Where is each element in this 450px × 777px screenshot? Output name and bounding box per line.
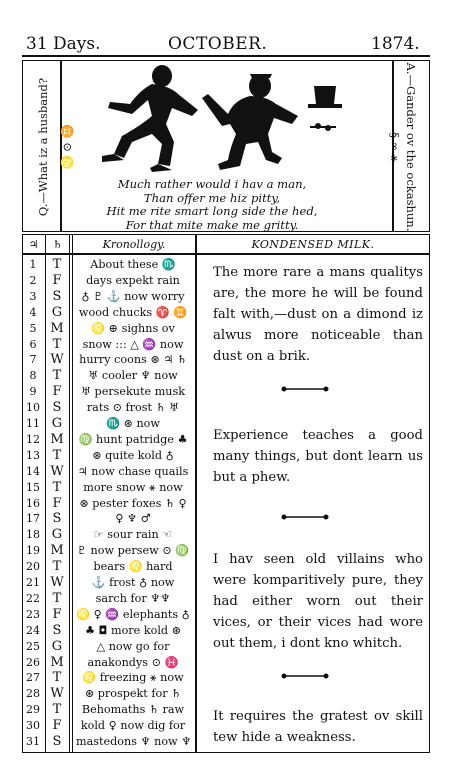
col-divider-3 (72, 234, 73, 753)
day-number: 14 (26, 464, 40, 478)
kronollogy-entry: mastedons ♆ now ♆ (76, 735, 192, 748)
day-letter: F (52, 495, 62, 511)
day-number: 6 (29, 337, 37, 351)
day-number: 9 (29, 385, 37, 399)
day-number: 5 (29, 321, 37, 335)
day-number: 20 (26, 560, 40, 574)
poem-line-2: Than offer me hiz pitty, (143, 190, 281, 205)
kronollogy-entry: snow ::: △ ♒ now (82, 337, 184, 351)
kronollogy-entry: ⊛ prospekt for ♄ (84, 687, 182, 701)
separator-ornament-3 (280, 670, 330, 682)
kronollogy-entry: ⊛ quite kold ♁ (92, 448, 174, 462)
kronollogy-entry: ⚓ frost ♁ now (91, 576, 175, 589)
day-letter: W (50, 352, 64, 368)
day-letter: T (52, 257, 62, 272)
day-letter: T (52, 447, 62, 463)
day-letter: F (52, 272, 62, 288)
essay-1: The more rare a mans qualitys are, the more he will be found falt with,—dust on a dimond iz alwus more noticeable than dust on a brik. (213, 265, 423, 364)
col-head-2: ♄ (52, 238, 63, 251)
day-number: 31 (26, 735, 40, 748)
day-number: 26 (26, 655, 40, 669)
silhouette-illustration (100, 64, 350, 172)
kronollogy-entry: rats ⊙ frost ♄ ♅ (86, 401, 180, 415)
day-number: 13 (26, 448, 40, 462)
day-letter: G (51, 638, 63, 654)
kronollogy-entry: Behomaths ♄ raw (81, 703, 185, 717)
day-letter: S (52, 622, 62, 638)
kronollogy-entry: ♌ freezing ⚹ now (82, 671, 184, 685)
day-letter: M (50, 431, 64, 447)
days-count: 31 Days. (26, 34, 101, 54)
kronollogy-entry: ♇ now persew ⊙ ♍ (76, 544, 190, 558)
separator-ornament-1 (280, 383, 330, 395)
day-number: 19 (26, 544, 40, 558)
day-letter: W (50, 575, 64, 590)
kronollogy-entry: more snow ⚹ now (83, 480, 183, 494)
day-letter: T (52, 559, 62, 575)
col-divider-1 (45, 234, 46, 753)
day-number: 7 (29, 353, 37, 367)
kronollogy-entry: ♣ ◘ more kold ⊛ (84, 623, 182, 637)
kronollogy-entry: hurry coons ⊛ ♃ ♄ (79, 353, 187, 367)
kronollogy-entry: ☞ sour rain ☜ (93, 528, 173, 542)
col-head-kondensed-milk: KONDENSED MILK. (251, 238, 375, 251)
poem-line-4: For that mite make me gritty. (125, 217, 299, 232)
kronollogy-entry: △ now go for (96, 639, 170, 653)
kronollogy-entry: ♍ hunt patridge ♣ (78, 432, 188, 446)
side-question: Q.—What iz a husband? (36, 77, 50, 217)
kronollogy-entry: ♁ ♇ ⚓ now worry (81, 289, 185, 303)
day-number: 23 (26, 607, 40, 621)
day-letter: T (52, 702, 62, 718)
day-number: 1 (29, 258, 37, 271)
separator-ornament-2 (280, 511, 330, 523)
col-divider-2 (69, 234, 70, 753)
kronollogy-entry: ♌ ⊕ sighns ov (91, 321, 175, 335)
column-header-rule (22, 253, 430, 255)
kronollogy-entry: days expekt rain (86, 273, 180, 287)
day-letter: S (52, 734, 62, 749)
day-letter: M (50, 320, 64, 336)
day-letter: W (50, 686, 64, 702)
year: 1874. (371, 34, 420, 54)
poem-line-3: Hit me rite smart long side the hed, (106, 204, 318, 219)
day-letter: S (52, 288, 62, 304)
day-number: 3 (29, 289, 37, 303)
kronollogy-entry: sarch for ♆♆ (95, 591, 171, 605)
day-letter: T (52, 479, 62, 495)
side-answer-symbols: § ∞ ⚹ (388, 132, 402, 162)
kronollogy-entry: ♅ persekute musk (80, 385, 186, 399)
day-letter: T (52, 336, 62, 352)
kronollogy-entry: ♀ ♆ ♂ (115, 512, 151, 526)
day-number: 16 (26, 496, 40, 510)
essay-4: It requires the gratest ov skill tew hide a weakness. (213, 709, 423, 745)
col-head-1: ♃ (28, 238, 39, 251)
day-number: 4 (29, 305, 37, 319)
day-number: 11 (26, 417, 40, 430)
kronollogy-entry: ♃ now chase quails (77, 464, 189, 478)
day-number: 27 (26, 671, 40, 685)
poem-line-1: Much rather would i hav a man, (117, 177, 307, 191)
day-number: 28 (26, 687, 40, 701)
kronollogy-entry: ♌ ♀ ♒ elephants ♁ (76, 607, 190, 621)
day-letter: T (52, 670, 62, 686)
day-letter: M (50, 654, 64, 670)
kronollogy-entry: wood chucks ♈ ♊ (78, 305, 188, 319)
essay-2: Experience teaches a good many things, but dont learn us but a phew. (213, 428, 423, 485)
kronollogy-entry: anakondys ⊙ ♓ (87, 655, 179, 669)
day-number: 24 (26, 623, 40, 637)
day-number: 25 (26, 639, 40, 653)
side-question-symbols: ♌ ⊙ ♊ (60, 124, 74, 170)
day-letter: M (50, 543, 64, 559)
day-letter: G (51, 416, 63, 431)
day-letter: S (52, 400, 62, 416)
day-letter: T (52, 590, 62, 606)
day-letter: G (51, 304, 63, 320)
day-number: 21 (26, 576, 40, 589)
day-letter: F (52, 606, 62, 622)
day-letter: F (52, 384, 62, 400)
day-number: 18 (26, 528, 40, 542)
kronollogy-entry: ⊛ pester foxes ♄ ♀ (79, 496, 187, 510)
header-rule (22, 55, 430, 57)
month-title: OCTOBER. (168, 34, 268, 54)
essay-3: I hav seen old villains who were komparitively pure, they had either worn out their vices, or their vices had wore out them, i dont kno whitch. (213, 552, 423, 651)
day-number: 22 (26, 591, 40, 605)
day-letter: S (52, 511, 62, 527)
kronollogy-entry: ♅ cooler ♆ now (88, 369, 178, 383)
day-number: 2 (29, 273, 37, 287)
side-answer: A.—Gander ov the ockashun. (404, 62, 418, 232)
day-letter: T (52, 368, 62, 384)
kronollogy-entry: bears ♌ hard (93, 560, 173, 574)
kronollogy-entry: ♏ ⊛ now (106, 417, 160, 430)
poem (62, 178, 362, 232)
kronollogy-entry: kold ♀ now dig for (80, 719, 186, 733)
day-number: 10 (26, 401, 40, 415)
day-letter: W (50, 463, 64, 479)
day-number: 8 (29, 369, 37, 383)
kronollogy-entry: About these ♏ (90, 258, 176, 271)
day-number: 17 (26, 512, 40, 526)
day-number: 15 (26, 480, 40, 494)
day-number: 12 (26, 432, 40, 446)
day-letter: F (52, 718, 62, 734)
col-head-kronollogy: Kronollogy. (102, 238, 166, 251)
day-letter: G (51, 527, 63, 543)
day-number: 29 (26, 703, 40, 717)
day-number: 30 (26, 719, 40, 733)
col-divider-4 (195, 234, 197, 753)
